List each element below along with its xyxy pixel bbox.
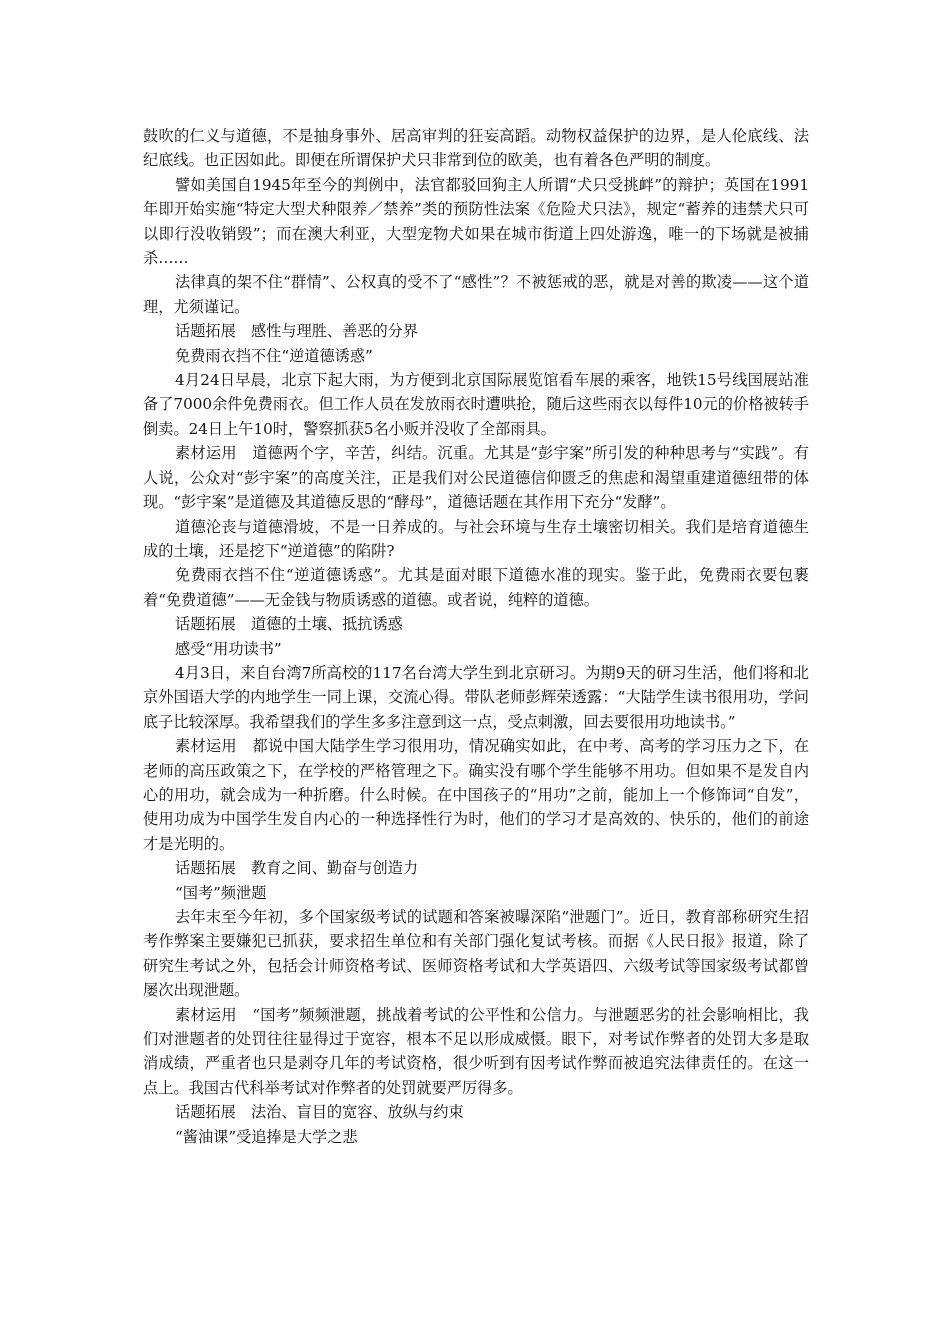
paragraph-8: 道德沦丧与道德滑坡，不是一日养成的。与社会环境与生存土壤密切相关。我们是培育道德生成的土壤，还是挖下“逆道德”的陷阱? <box>143 517 809 560</box>
material-use-3: 素材运用 “国考”频频泄题，挑战着考试的公平性和公信力。与泄题恶劣的社会影响相比，我们对泄题者的处罚往往显得过于宽容，根本不足以形成威慑。眼下，对考试作弊者的处罚大多是取消成绩，严重者也只是剥夺几年的考试资格，很少听到有因考试作弊而被追究法律责任的。在这一点上。我国古代科举考试对作弊者的处罚就要严厉得多。 <box>143 1005 809 1097</box>
topic-extension-4: 话题拓展 法治、盲目的宽容、放纵与约束 <box>175 1103 464 1122</box>
section-heading-raincoat: 免费雨衣挡不住“逆道德诱惑” <box>175 346 373 365</box>
section-heading-soy-sauce-class: “酱油课”受追捧是大学之悲 <box>175 1127 358 1146</box>
topic-extension-1: 话题拓展 感性与理胜、善恶的分界 <box>175 322 418 341</box>
paragraph-9: 免费雨衣挡不住“逆道德诱惑”。尤其是面对眼下道德水准的现实。鉴于此，免费雨衣要包裹着“免费道德”——无金钱与物质诱惑的道德。或者说，纯粹的道德。 <box>143 566 809 609</box>
paragraph-3: 法律真的架不住“群情”、公权真的受不了“感性”？不被惩戒的恶，就是对善的欺凌——这个道理，尤须谨记。 <box>143 273 809 316</box>
topic-extension-2: 话题拓展 道德的土壤、抵抗诱惑 <box>175 615 403 634</box>
section-heading-exam: “国考”频泄题 <box>175 883 267 902</box>
paragraph-12: 4月3日，来自台湾7所高校的117名台湾大学生到北京研习。为期9天的研习生活，他们将和北京外国语大学的内地学生一同上课，交流心得。带队老师彭辉荣透露：“大陆学生读书很用功，学问底子比较深厚。我希望我们的学生多多注意到这一点，受点刺激，回去要很用功地读书。” <box>143 663 809 731</box>
paragraph-2: 譬如美国自1945年至今的判例中，法官都驳回狗主人所谓“犬只受挑衅”的辩护；英国在1991年即开始实施“特定大型犬种限养／禁养”类的预防性法案《危险犬只法》，规定“蓄养的违禁犬只可以即行没收销毁”；而在澳大利亚，大型宠物犬如果在城市街道上四处游逸，唯一的下场就是被捕杀…… <box>143 175 809 268</box>
topic-extension-3: 话题拓展 教育之间、勤奋与创造力 <box>175 859 418 878</box>
material-use-1: 素材运用 道德两个字，辛苦，纠结。沉重。尤其是“彭宇案”所引发的种种思考与“实践”。有人说，公众对“彭宇案”的高度关注，正是我们对公民道德信仰匮乏的焦虑和渴望重建道德纽带的体现。“彭宇案”是道德及其道德反思的“酵母”，道德话题在其作用下充分“发酵”。 <box>143 444 809 512</box>
paragraph-1: 鼓吹的仁义与道德，不是抽身事外、居高审判的狂妄高蹈。动物权益保护的边界，是人伦底线、法纪底线。也正因如此。即便在所谓保护犬只非常到位的欧美，也有着各色严明的制度。 <box>143 127 809 170</box>
paragraph-16: 去年末至今年初，多个国家级考试的试题和答案被曝深陷“泄题门”。近日，教育部称研究生招考作弊案主要嫌犯已抓获，要求招生单位和有关部门强化复试考核。而据《人民日报》报道，除了研究生考试之外，包括会计师资格考试、医师资格考试和大学英语四、六级考试等国家级考试都曾屡次出现泄题。 <box>143 908 809 1000</box>
document-page <box>143 124 809 1149</box>
material-use-2: 素材运用 都说中国大陆学生学习很用功，情况确实如此，在中考、高考的学习压力之下，在老师的高压政策之下，在学校的严格管理之下。确实没有哪个学生能够不用功。但如果不是发自内心的用功，就会成为一种折磨。什么时候。在中国孩子的“用功”之前，能加上一个修饰词“自发”，使用功成为中国学生发自内心的一种选择性行为时，他们的学习才是高效的、快乐的，他们的前途才是光明的。 <box>143 737 809 853</box>
section-heading-study: 感受“用功读书” <box>175 639 282 658</box>
paragraph-6: 4月24日早晨，北京下起大雨，为方便到北京国际展览馆看车展的乘客，地铁15号线国展站准备了7000余件免费雨衣。但工作人员在发放雨衣时遭哄抢，随后这些雨衣以每件10元的价格被转手倒卖。24日上午10时，警察抓获5名小贩并没收了全部雨具。 <box>143 371 809 438</box>
